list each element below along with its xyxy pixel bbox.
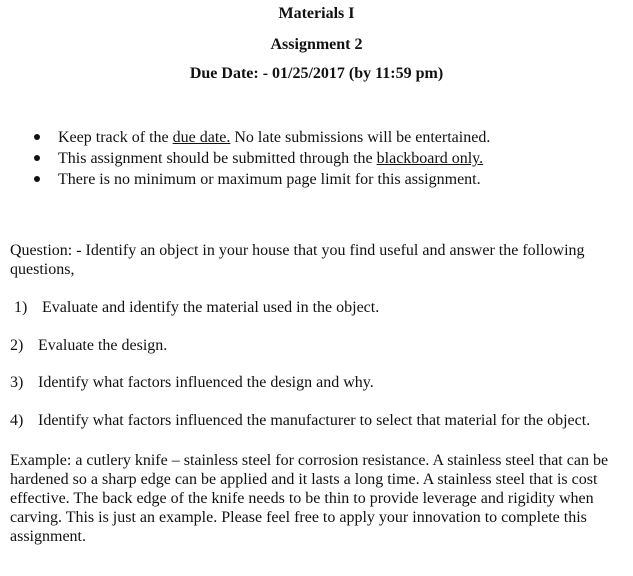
instruction-underlined: due date. (172, 129, 231, 146)
bullet-icon (34, 134, 40, 140)
question-text: Identify what factors influenced the manufacturer to select that material for the object. (38, 412, 591, 429)
question-item (14, 298, 379, 318)
due-date: Due Date: - 01/25/2017 (by 11:59 pm) (189, 65, 444, 82)
example-paragraph: Example: a cutlery knife – stainless steel for corrosion resistance. A stainless steel that can be hardened so a sharp edge can be applied and it lasts a long time. A stainless steel that is cost effective. The back edge of the knife needs to be thin to provide leverage and rigidity when carving. This is just an example. Please feel free to apply your innovation to complete this assignment. (10, 452, 609, 545)
instructions-list (34, 127, 490, 190)
instruction-item (34, 148, 490, 169)
instruction-underlined: blackboard only. (376, 150, 484, 167)
question-number: 4) (10, 412, 24, 429)
bullet-icon (34, 155, 40, 161)
question-number: 3) (10, 374, 24, 391)
question-number: 2) (10, 337, 24, 354)
instruction-text: No late submissions will be entertained. (230, 129, 491, 146)
question-item (10, 411, 590, 431)
assignment-title: Assignment 2 (270, 36, 363, 53)
question-text: Evaluate the design. (38, 337, 168, 354)
question-prompt: Question: - Identify an object in your house that you find useful and answer the following questions, (10, 242, 585, 278)
question-text: Evaluate and identify the material used in the object. (42, 299, 380, 316)
question-text: Identify what factors influenced the design and why. (38, 374, 374, 391)
instruction-item (34, 127, 490, 148)
bullet-icon (34, 176, 40, 182)
question-number: 1) (14, 299, 28, 316)
question-item (10, 336, 167, 356)
instruction-text: Keep track of the (58, 129, 173, 146)
course-title: Materials I (278, 5, 355, 22)
instruction-text: There is no minimum or maximum page limit for this assignment. (58, 171, 481, 188)
instruction-text: This assignment should be submitted through the (58, 150, 377, 167)
question-item (10, 373, 374, 393)
instruction-item (34, 169, 490, 190)
